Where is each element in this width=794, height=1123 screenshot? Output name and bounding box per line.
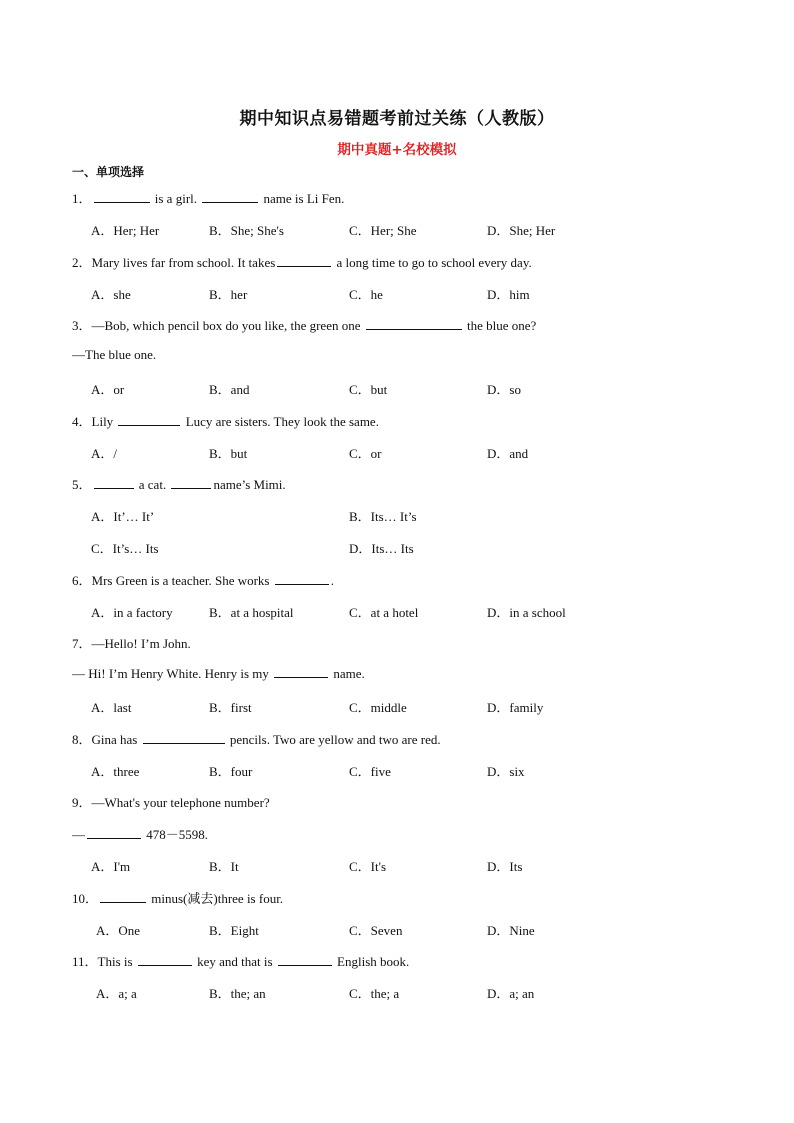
question-6 [72,570,334,589]
question-number: 5． [72,477,92,492]
option-a[interactable]: A．a; a [96,986,137,1001]
option-c[interactable]: C．Her; She [349,223,417,238]
answer-blank [118,413,180,426]
option-d[interactable]: D．so [487,382,521,397]
question-text: Mrs Green is a teacher. She works [91,573,270,588]
question-7 [72,633,191,652]
answer-blank [171,476,211,489]
question-number: 3． [72,318,92,333]
question-11 [72,951,409,970]
option-b[interactable]: B．and [209,382,250,397]
question-text: pencils. Two are yellow and two are red. [229,732,441,747]
question-text: key and that is [197,954,273,969]
question-3 [72,315,536,334]
question-number: 9． [72,795,92,810]
option-d[interactable]: D．and [487,446,529,461]
option-a[interactable]: A．in a factory [91,605,173,620]
option-a[interactable]: A．/ [91,446,118,461]
option-b[interactable]: B．Eight [209,923,259,938]
question-text: a cat. [138,477,167,492]
question-1 [72,188,344,207]
option-d[interactable]: D．She; Her [487,223,556,238]
page-title: 期中知识点易错题考前过关练（人教版） [239,109,555,129]
option-a[interactable]: A．last [91,700,132,715]
question-text: the blue one? [467,318,537,333]
answer-blank [94,476,134,489]
option-a[interactable]: A．she [91,287,131,302]
option-b[interactable]: B．first [209,700,252,715]
question-3-reply: —The blue one. [72,347,157,362]
option-d[interactable]: D．six [487,764,525,779]
option-b[interactable]: B．She; She's [209,223,284,238]
question-text: minus(减去)three is four. [151,891,284,906]
question-text: Lucy are sisters. They look the same. [185,414,379,429]
option-b[interactable]: B．her [209,287,248,302]
option-a[interactable]: A．or [91,382,125,397]
answer-blank [275,572,329,585]
question-text: —What's your telephone number? [91,795,270,810]
question-text: a long time to go to school every day. [336,255,532,270]
option-c[interactable]: C．middle [349,700,407,715]
option-c[interactable]: C．or [349,446,382,461]
question-number: 6． [72,573,92,588]
option-a[interactable]: A．It’… It’ [91,509,155,524]
option-b[interactable]: B．Its… It’s [349,509,417,524]
answer-blank [202,190,258,203]
answer-blank [100,890,146,903]
question-number: 10． [72,891,99,906]
question-text: Lily [91,414,114,429]
option-c[interactable]: C．It's [349,859,387,874]
option-c[interactable]: C．at a hotel [349,605,419,620]
question-text: is a girl. [154,191,198,206]
question-text: English book. [337,954,410,969]
option-c[interactable]: C．five [349,764,391,779]
question-text: name’s Mimi. [213,477,286,492]
question-text: . [330,573,334,588]
answer-blank [274,665,328,678]
option-c[interactable]: C．he [349,287,383,302]
question-9-line2 [72,824,208,843]
question-text: —Bob, which pencil box do you like, the green one [91,318,361,333]
option-c[interactable]: C．but [349,382,388,397]
question-text: Mary lives far from school. It takes [91,255,276,270]
question-text: —Hello! I’m John. [91,636,191,651]
option-a[interactable]: A．I'm [91,859,131,874]
question-text: — Hi! I’m Henry White. Henry is my [72,666,269,681]
question-number: 11． [72,954,98,969]
option-a[interactable]: A．three [91,764,140,779]
question-number: 7． [72,636,92,651]
answer-blank [278,953,332,966]
question-number: 1． [72,191,92,206]
option-b[interactable]: B．but [209,446,248,461]
question-number: 8． [72,732,92,747]
question-8 [72,729,441,748]
option-c[interactable]: C．the; a [349,986,400,1001]
option-a[interactable]: A．Her; Her [91,223,160,238]
question-number: 2． [72,255,92,270]
answer-blank [277,254,331,267]
option-d[interactable]: D．a; an [487,986,535,1001]
answer-blank [138,953,192,966]
question-text: name is Li Fen. [263,191,345,206]
question-7-line2 [72,665,365,682]
option-d[interactable]: D．Nine [487,923,535,938]
option-d[interactable]: D．Its… Its [349,541,414,556]
question-5 [72,474,286,493]
option-d[interactable]: D．Its [487,859,523,874]
answer-blank [94,190,150,203]
question-2 [72,252,532,271]
question-10 [72,888,283,907]
question-number: 4． [72,414,92,429]
answer-blank [366,317,462,330]
answer-blank [87,826,141,839]
page-subtitle: 期中真题+名校模拟 [337,142,457,158]
answer-blank [143,731,225,744]
question-9 [72,792,270,811]
option-a[interactable]: A．One [96,923,141,938]
question-text: name. [333,666,365,681]
question-text: This is [97,954,133,969]
option-b[interactable]: B．four [209,764,253,779]
option-c[interactable]: C．Seven [349,923,403,938]
option-d[interactable]: D．family [487,700,544,715]
option-d[interactable]: D．in a school [487,605,566,620]
option-d[interactable]: D．him [487,287,530,302]
option-b[interactable]: B．at a hospital [209,605,294,620]
option-b[interactable]: B．It [209,859,239,874]
section-heading: 一、单项选择 [72,165,145,179]
question-text: Gina has [91,732,138,747]
question-text: 478－5598. [146,827,209,842]
option-c[interactable]: C．It’s… Its [91,541,159,556]
question-text: — [72,827,85,842]
option-b[interactable]: B．the; an [209,986,266,1001]
question-4 [72,411,379,430]
